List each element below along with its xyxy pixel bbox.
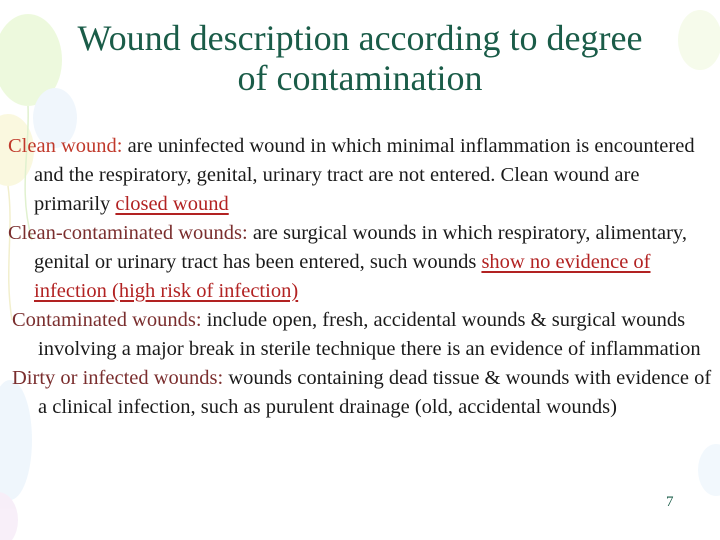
slide-body bbox=[8, 132, 714, 422]
list-item-dirty bbox=[12, 364, 714, 422]
term-label: Dirty or infected wounds: bbox=[12, 367, 224, 389]
term-label: Clean-contaminated wounds: bbox=[8, 222, 248, 244]
list-item-clean bbox=[8, 132, 714, 219]
title-line-2: of contamination bbox=[237, 58, 483, 98]
item-text: are surgical wounds in which respiratory, alimentary, genital or urinary tract has been entered, such wounds bbox=[34, 222, 687, 273]
item-text: are uninfected wound in which minimal inflammation is encountered and the respiratory, genital, urinary tract are not entered. Clean wound are primarily bbox=[34, 135, 695, 215]
emphasis-text: closed wound bbox=[115, 193, 229, 215]
title-line-1: Wound description according to degree bbox=[77, 18, 643, 58]
term-label: Clean wound: bbox=[8, 135, 123, 157]
slide-title bbox=[40, 18, 680, 98]
item-text: wounds containing dead tissue & wounds with evidence of a clinical infection, such as purulent drainage (old, accidental wounds) bbox=[38, 367, 712, 418]
emphasis-text: show no evidence of infection (high risk of infection) bbox=[34, 251, 651, 302]
list-item-contaminated bbox=[12, 306, 714, 364]
item-text: include open, fresh, accidental wounds & surgical wounds involving a major break in sterile technique there is an evidence of inflammation bbox=[38, 309, 701, 360]
term-label: Contaminated wounds: bbox=[12, 309, 202, 331]
list-item-clean-contaminated bbox=[8, 219, 714, 306]
page-number: 7 bbox=[666, 494, 674, 510]
